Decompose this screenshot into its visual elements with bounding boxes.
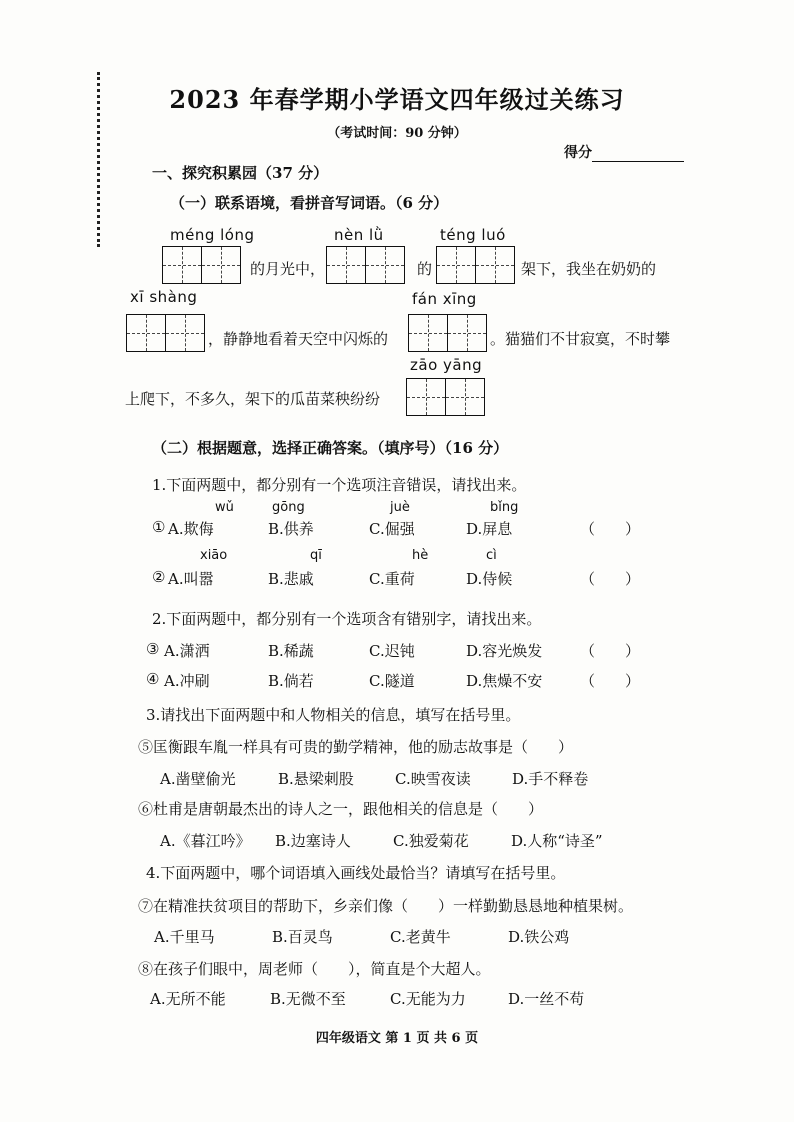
option-b[interactable]: B.稀蔬 <box>268 642 314 660</box>
answer-paren[interactable]: （ ） <box>580 570 641 588</box>
option-c[interactable]: C.无能为力 <box>390 990 466 1008</box>
passage-text: 。猫猫们不甘寂寞，不时攀 <box>490 330 671 348</box>
question-1-stem: 1.下面两题中，都分别有一个选项注音错误，请找出来。 <box>152 476 527 494</box>
pinyin-menglong: méng lóng <box>170 226 255 244</box>
answer-cell[interactable] <box>165 315 204 351</box>
page-footer: 四年级语文 第 1 页 共 6 页 <box>315 1031 479 1046</box>
part2-heading: （二）根据题意，选择正确答案。（填序号）（16 分） <box>152 439 509 457</box>
answer-cell[interactable] <box>407 379 445 415</box>
option-a[interactable]: A.潇洒 <box>164 642 210 660</box>
option-b[interactable]: B.倘若 <box>268 672 314 690</box>
passage-text: 上爬下，不多久，架下的瓜苗菜秧纷纷 <box>125 390 381 408</box>
answer-cell[interactable] <box>445 379 484 415</box>
question-7-stem: ⑦在精准扶贫项目的帮助下，乡亲们像（ ）一样勤勤恳恳地种植果树。 <box>138 897 634 915</box>
answer-cell[interactable] <box>437 247 475 283</box>
option-a[interactable]: A.凿壁偷光 <box>160 770 236 788</box>
option-c[interactable]: C.独爱菊花 <box>393 832 469 850</box>
option-a[interactable]: A.冲刷 <box>164 672 210 690</box>
passage-text: 架下，我坐在奶奶的 <box>521 260 657 278</box>
pinyin-xishang: xī shàng <box>130 288 198 306</box>
passage-text: 的月光中， <box>250 260 326 278</box>
option-b[interactable]: B.悲戚 <box>268 570 314 588</box>
answer-cell[interactable] <box>163 247 201 283</box>
option-a[interactable]: A.千里马 <box>154 928 215 946</box>
pinyin-tengluo: téng luó <box>440 226 506 244</box>
option-d[interactable]: D.手不释卷 <box>512 770 589 788</box>
pinyin-label: gōng <box>272 500 305 515</box>
pinyin-label: juè <box>390 500 410 515</box>
answer-cell[interactable] <box>409 315 447 351</box>
option-a[interactable]: A.欺侮 <box>168 520 214 538</box>
option-d[interactable]: D.一丝不苟 <box>508 990 585 1008</box>
passage-text: 的 <box>417 260 433 278</box>
pinyin-fanxing: fán xīng <box>412 290 477 308</box>
part1-heading: （一）联系语境，看拼音写词语。（6 分） <box>170 194 449 212</box>
question-2-stem: 2.下面两题中，都分别有一个选项含有错别字，请找出来。 <box>152 610 542 628</box>
option-b[interactable]: B.边塞诗人 <box>275 832 351 850</box>
answer-cell[interactable] <box>475 247 514 283</box>
score-blank[interactable] <box>592 147 684 162</box>
option-a[interactable]: A.无所不能 <box>150 990 226 1008</box>
option-b[interactable]: B.百灵鸟 <box>272 928 333 946</box>
section1-heading: 一、探究积累园（37 分） <box>152 164 329 182</box>
option-c[interactable]: C.倔强 <box>369 520 415 538</box>
page-title: 2023 年春学期小学语文四年级过关练习 <box>169 85 625 114</box>
option-d[interactable]: D.屏息 <box>466 520 513 538</box>
pinyin-label: xiāo <box>200 548 228 563</box>
option-c[interactable]: C.隧道 <box>369 672 415 690</box>
pinyin-zaoyang: zāo yāng <box>410 356 483 374</box>
pinyin-label: wǔ <box>215 500 234 515</box>
pinyin-nenlv: nèn lǜ <box>334 226 384 244</box>
answer-paren[interactable]: （ ） <box>580 642 641 660</box>
answer-cell[interactable] <box>447 315 486 351</box>
answer-cell[interactable] <box>201 247 240 283</box>
option-a[interactable]: A.《暮江吟》 <box>160 832 251 850</box>
answer-boxes-nenlv[interactable] <box>326 246 405 284</box>
question-2-row1-number: ③ <box>146 640 160 658</box>
answer-paren[interactable]: （ ） <box>580 520 641 538</box>
option-c[interactable]: C.老黄牛 <box>390 928 451 946</box>
option-c[interactable]: C.迟钝 <box>369 642 415 660</box>
option-b[interactable]: B.悬梁刺股 <box>278 770 354 788</box>
pinyin-label: cì <box>486 548 497 563</box>
answer-boxes-zaoyang[interactable] <box>406 378 485 416</box>
option-d[interactable]: D.人称“诗圣” <box>511 832 603 850</box>
answer-boxes-menglong[interactable] <box>162 246 241 284</box>
pinyin-label: bǐng <box>490 500 519 515</box>
option-a[interactable]: A.叫嚣 <box>168 570 214 588</box>
question-8-stem: ⑧在孩子们眼中，周老师（ ），简直是个大超人。 <box>138 960 491 978</box>
question-6-stem: ⑥杜甫是唐朝最杰出的诗人之一，跟他相关的信息是（ ） <box>138 800 544 818</box>
answer-boxes-xishang[interactable] <box>126 314 205 352</box>
passage-text: ，静静地看着天空中闪烁的 <box>208 330 389 348</box>
answer-cell[interactable] <box>365 247 404 283</box>
question-4-stem: 4.下面两题中，哪个词语填入画线处最恰当？请填写在括号里。 <box>146 864 566 882</box>
question-3-stem: 3.请找出下面两题中和人物相关的信息，填写在括号里。 <box>146 706 521 724</box>
pinyin-label: qī <box>310 548 322 563</box>
question-1-row2-number: ② <box>152 568 166 586</box>
option-d[interactable]: D.铁公鸡 <box>508 928 570 946</box>
option-b[interactable]: B.无微不至 <box>270 990 346 1008</box>
option-d[interactable]: D.焦燥不安 <box>466 672 543 690</box>
answer-boxes-tengluo[interactable] <box>436 246 515 284</box>
score-label: 得分 <box>564 145 592 161</box>
option-d[interactable]: D.侍候 <box>466 570 513 588</box>
answer-boxes-fanxing[interactable] <box>408 314 487 352</box>
exam-duration: （考试时间：90 分钟） <box>327 126 467 141</box>
question-2-row2-number: ④ <box>146 670 160 688</box>
option-b[interactable]: B.供养 <box>268 520 314 538</box>
answer-cell[interactable] <box>327 247 365 283</box>
question-1-row1-number: ① <box>152 518 166 536</box>
option-d[interactable]: D.容光焕发 <box>466 642 543 660</box>
score-field[interactable] <box>564 142 684 162</box>
pinyin-label: hè <box>412 548 429 563</box>
question-5-stem: ⑤匡衡跟车胤一样具有可贵的勤学精神，他的励志故事是（ ） <box>138 738 574 756</box>
answer-paren[interactable]: （ ） <box>580 672 641 690</box>
answer-cell[interactable] <box>127 315 165 351</box>
option-c[interactable]: C.重荷 <box>369 570 415 588</box>
option-c[interactable]: C.映雪夜读 <box>395 770 471 788</box>
